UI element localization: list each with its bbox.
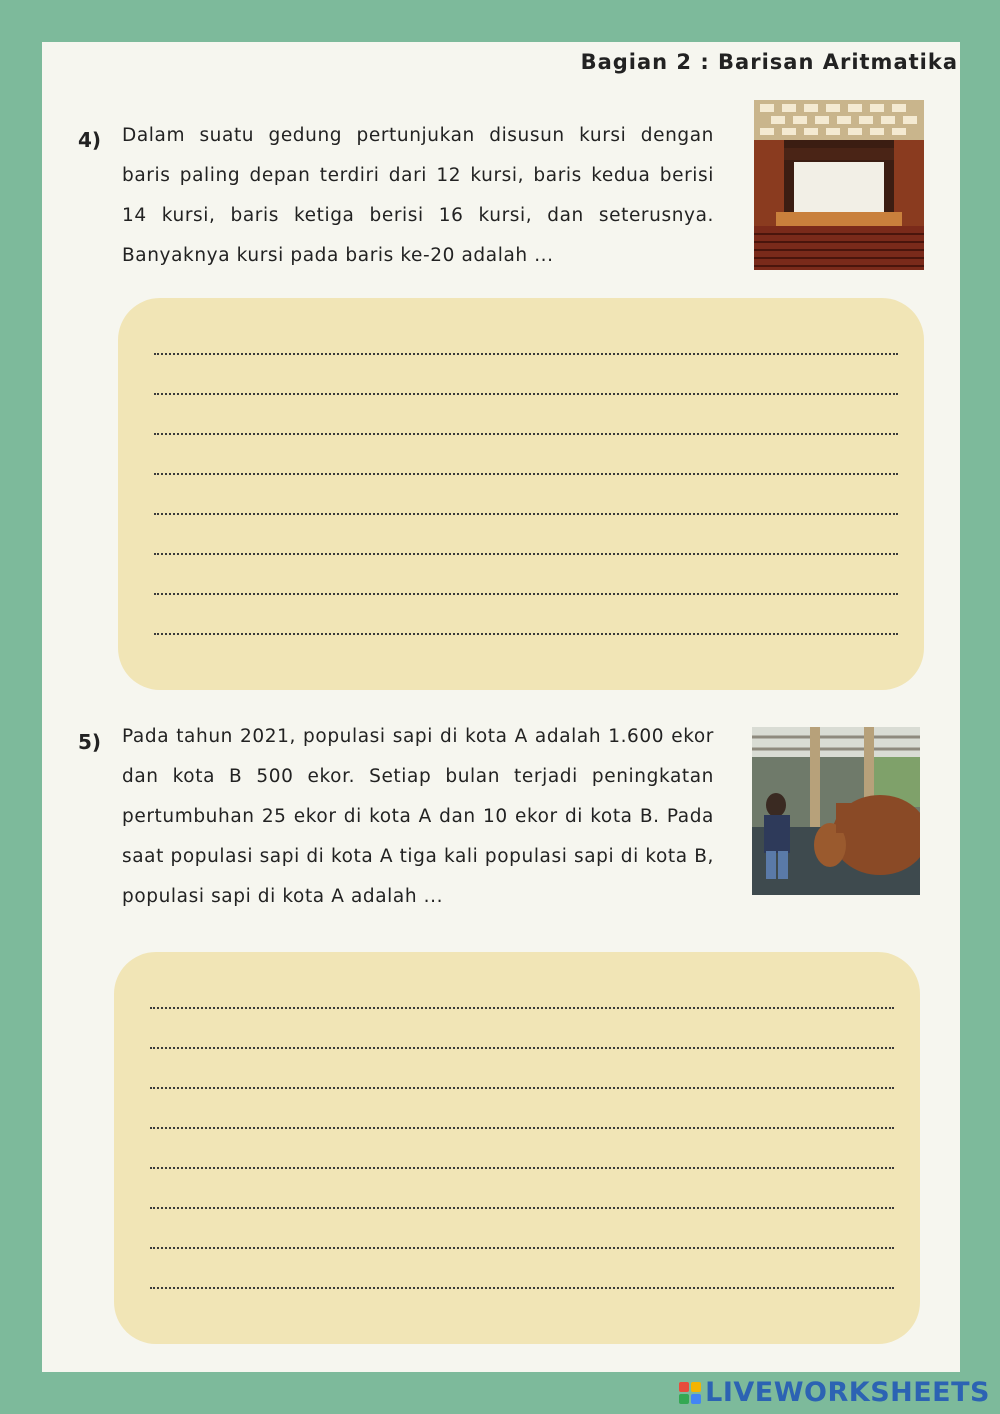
- answer-line: [154, 433, 898, 435]
- answer-line: [154, 513, 898, 515]
- answer-line: [154, 393, 898, 395]
- answer-line: [150, 1247, 894, 1249]
- liveworksheets-logo[interactable]: [679, 1377, 990, 1408]
- question-5-number: 5): [78, 730, 102, 754]
- answer-line: [154, 593, 898, 595]
- answer-line: [154, 633, 898, 635]
- answer-line: [150, 1087, 894, 1089]
- answer-line: [150, 1167, 894, 1169]
- liveworksheets-logo-text: LIVEWORKSHEETS: [705, 1377, 990, 1408]
- question-4-number: 4): [78, 128, 102, 152]
- question-5-text: Pada tahun 2021, populasi sapi di kota A adalah 1.600 ekor dan kota B 500 ekor. Setiap bulan terjadi peningkatan pertumbuhan 25 ekor di kota A dan 10 ekor di kota B. Pada saat populasi sapi di kota A tiga kali populasi sapi di kota B, populasi sapi di kota A adalah ...: [122, 726, 714, 907]
- answer-line: [150, 1207, 894, 1209]
- theater-auditorium-photo: [754, 100, 924, 270]
- section-title: Bagian 2 : Barisan Aritmatika: [580, 50, 958, 74]
- answer-box-question-4[interactable]: [118, 298, 924, 690]
- cow-farm-photo: [752, 727, 920, 895]
- answer-line: [150, 1047, 894, 1049]
- question-4-text: Dalam suatu gedung pertunjukan disusun kursi dengan baris paling depan terdiri dari 12 kursi, baris kedua berisi 14 kursi, baris ketiga berisi 16 kursi, dan seterusnya. Banyaknya kursi pada baris ke-20 adalah ...: [122, 125, 714, 266]
- answer-box-question-5[interactable]: [114, 952, 920, 1344]
- answer-line: [154, 353, 898, 355]
- answer-line: [150, 1287, 894, 1289]
- answer-line: [150, 1127, 894, 1129]
- worksheet-page: [42, 42, 960, 1372]
- answer-line: [154, 473, 898, 475]
- liveworksheets-logo-icon: [679, 1382, 701, 1404]
- answer-line: [154, 553, 898, 555]
- answer-line: [150, 1007, 894, 1009]
